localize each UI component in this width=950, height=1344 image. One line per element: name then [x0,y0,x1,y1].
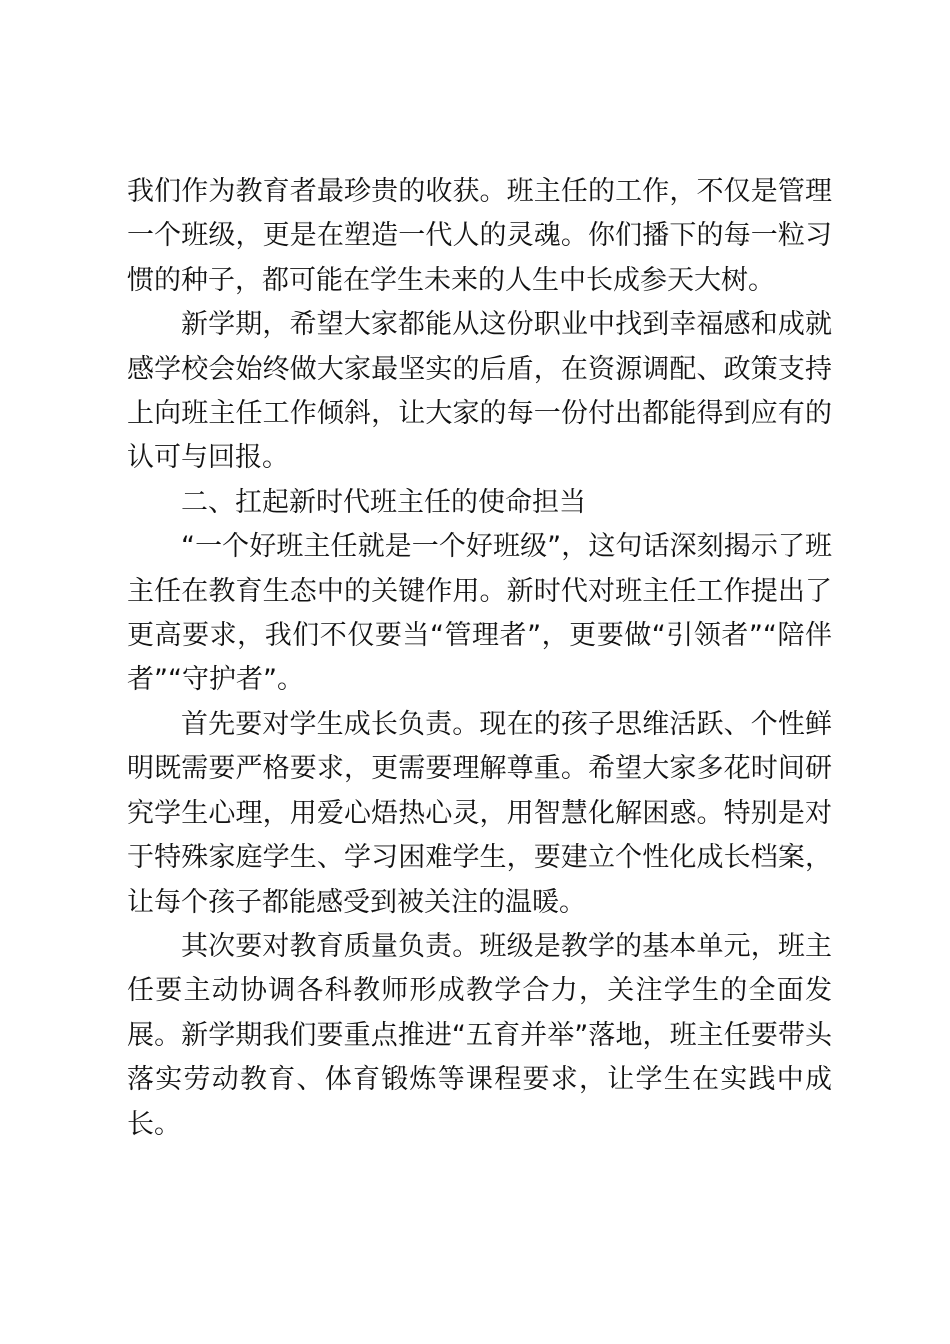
paragraph-new-semester: 新学期，希望大家都能从这份职业中找到幸福感和成就感学校会始终做大家最坚实的后盾，在资源调配、政策支持上向班主任工作倾斜，让大家的每一份付出都能得到应有的认可与回报。 [127,309,832,474]
document-body [127,170,832,1147]
section-heading: 二、扛起新时代班主任的使命担当 [181,486,586,518]
paragraph-student-growth: 首先要对学生成长负责。现在的孩子思维活跃、个性鲜明既需要严格要求，更需要理解尊重。希望大家多花时间研究学生心理，用爱心焐热心灵，用智慧化解困惑。特别是对于特殊家庭学生、学习困难学生，要建立个性化成长档案，让每个孩子都能感受到被关注的温暖。 [127,708,832,918]
paragraph-good-teacher: “一个好班主任就是一个好班级”，这句话深刻揭示了班主任在教育生态中的关键作用。新时代对班主任工作提出了更高要求，我们不仅要当“管理者”，更要做“引领者”“陪伴者”“守护者”。 [127,531,832,696]
paragraph-education-quality: 其次要对教育质量负责。班级是教学的基本单元，班主任要主动协调各科教师形成教学合力，关注学生的全面发展。新学期我们要重点推进“五育并举”落地，班主任要带头落实劳动教育、体育锻炼等课程要求，让学生在实践中成长。 [127,930,832,1140]
paragraph-continuation: 我们作为教育者最珍贵的收获。班主任的工作，不仅是管理一个班级，更是在塑造一代人的灵魂。你们播下的每一粒习惯的种子，都可能在学生未来的人生中长成参天大树。 [127,176,832,296]
